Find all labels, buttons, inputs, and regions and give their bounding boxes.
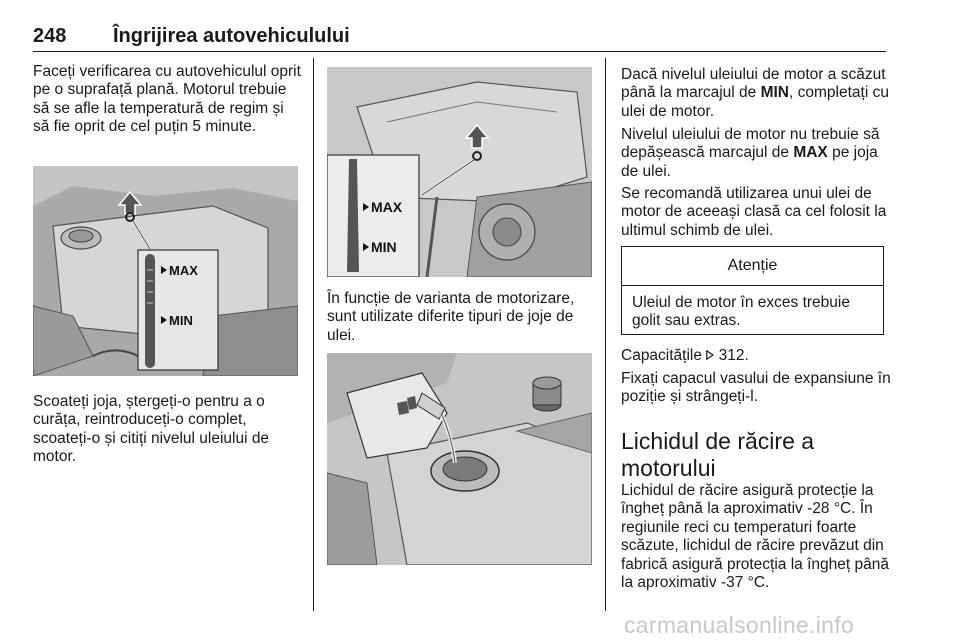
min-mark-label: MIN (169, 313, 193, 328)
column-divider-1 (313, 58, 314, 611)
col3-paragraph-4: Fixați capacul vasului de expansiune în poziție și strângeți-l. (621, 370, 891, 406)
col3-paragraph-2 (621, 126, 891, 181)
page-title: Îngrijirea autovehiculului (113, 25, 350, 47)
page-reference-icon[interactable] (706, 350, 714, 360)
min-mark-label-2: MIN (371, 239, 397, 255)
watermark: carmanualsonline.info (624, 612, 855, 638)
oil-canister-pouring-drawing (327, 353, 592, 565)
dipstick-illustration-1 (33, 166, 298, 376)
page-number: 248 (33, 25, 67, 47)
min-keyword: MIN (760, 84, 790, 102)
col3-para1-tail: , completați cu ulei de motor. (621, 84, 889, 120)
max-mark-label-2: MAX (371, 199, 403, 215)
engine-dipstick-drawing-2 (327, 67, 592, 277)
col3-para2-lead: Nivelul uleiului de motor nu trebuie să depășească marcajul de (621, 126, 880, 162)
col2-paragraph-1: În funcție de varianta de motorizare, sunt utilizate diferite tipuri de joje de ulei. (327, 290, 575, 344)
caution-title: Atenție (622, 247, 883, 286)
col3-para1-lead: Dacă nivelul uleiului de motor a scăzut până la marcajul de (621, 66, 886, 102)
col1-paragraph-1: Faceți verificarea cu autovehiculul oprit pe o suprafață plană. Motorul trebuie să se afle la temperatură de regim și să fie oprit de cel puțin 5 minute. (33, 63, 301, 136)
capacity-label: Capacitățile (621, 347, 702, 364)
dipstick-illustration-2 (327, 67, 592, 277)
col3-paragraph-3: Se recomandă utilizarea unui ulei de motor de aceeași clasă ca cel folosit la ultimul schimb de ulei. (621, 185, 887, 239)
column-divider-2 (605, 58, 606, 611)
section-heading: Lichidul de răcire a motorului (621, 428, 815, 481)
caution-body: Uleiul de motor în exces trebuie golit sau extras. (632, 294, 850, 330)
col3-para2-tail: pe joja de ulei. (621, 144, 878, 180)
page-header (33, 21, 886, 52)
capacity-reference (621, 347, 891, 365)
col3-paragraph-5: Lichidul de răcire asigură protecție la îngheț până la aproximativ -28 °C. În regiunile reci cu temperaturi foarte scăzute, lichidul de răcire prevăzut din fabrică asigură protecția la îngheț până la aproximativ -37 °C. (621, 482, 889, 592)
caution-box (621, 246, 884, 335)
capacity-page-link[interactable]: 312. (718, 347, 749, 364)
engine-dipstick-drawing (33, 166, 298, 376)
col3-paragraph-1 (621, 66, 891, 121)
oil-filling-illustration (327, 353, 592, 565)
max-mark-label: MAX (169, 263, 198, 278)
max-keyword: MAX (793, 144, 828, 162)
col1-paragraph-2: Scoateți joja, ștergeți-o pentru a o curăța, reintroduceți-o complet, scoateți-o și citiți nivelul uleiului de motor. (33, 393, 270, 466)
